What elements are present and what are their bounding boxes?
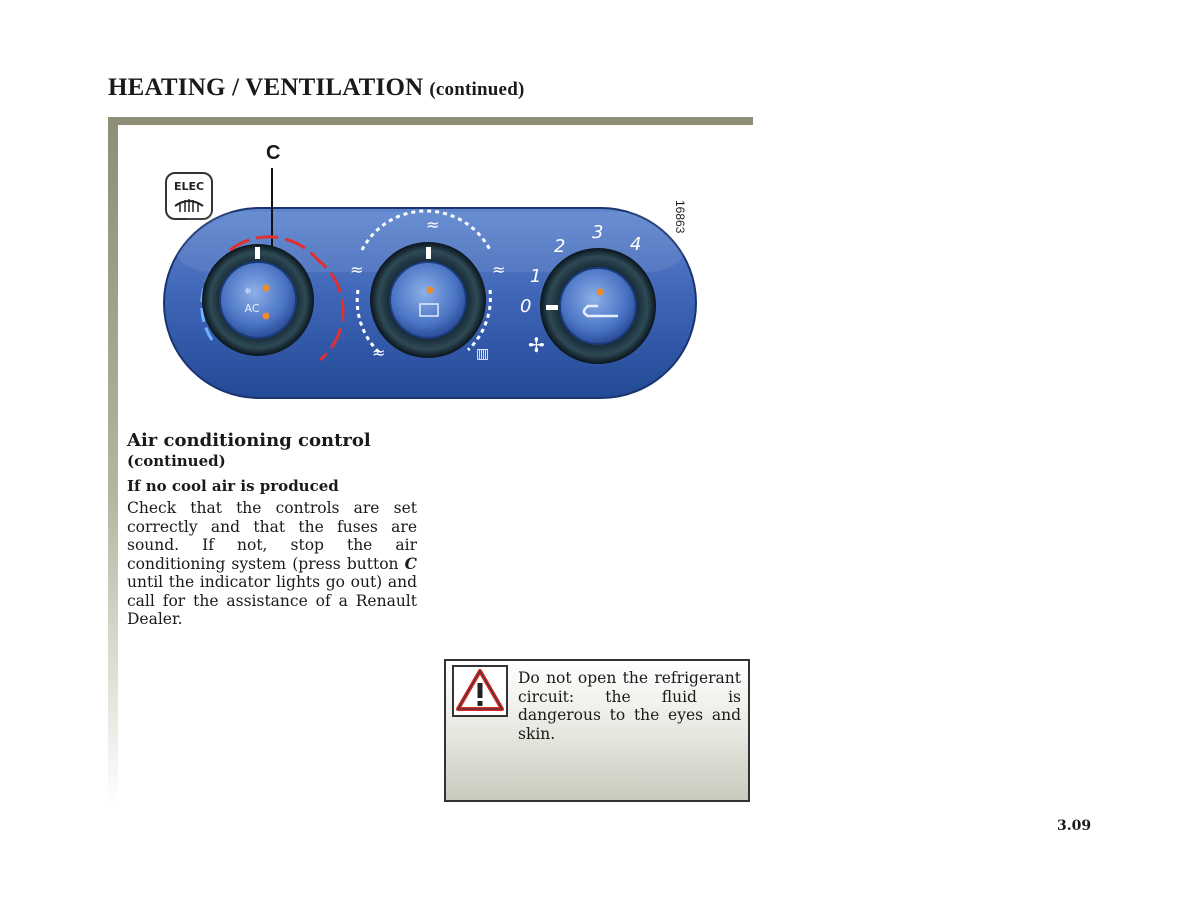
svg-text:▥: ▥	[476, 346, 490, 362]
body-button-reference: C	[404, 553, 417, 573]
section-heading: Air conditioning control	[127, 430, 371, 451]
page-number: 3.09	[1057, 818, 1092, 834]
section-top-bar	[108, 117, 753, 125]
section-side-bar	[108, 117, 118, 807]
warning-triangle-icon	[452, 665, 508, 717]
callout-label-c: C	[266, 142, 281, 164]
page-title-main: HEATING / VENTILATION	[108, 74, 424, 101]
fan-scale-2: 2	[554, 236, 566, 257]
svg-text:≈: ≈	[492, 260, 506, 279]
text-column	[127, 430, 417, 629]
body-text-part2: until the indicator lights go out) and call for the assistance of a Renault Dealer.	[127, 573, 417, 628]
fan-scale-3: 3	[592, 222, 604, 243]
elec-defrost-button	[166, 173, 212, 219]
svg-text:≈: ≈	[426, 215, 440, 234]
subheading: If no cool air is produced	[127, 477, 339, 495]
figure-reference-number: 16863	[673, 200, 687, 234]
body-text-part1: Check that the controls are set correctly and that the fuses are sound. If not, stop the air conditioning system (press button	[127, 499, 417, 573]
fan-scale-1: 1	[530, 266, 542, 287]
warning-box	[444, 659, 750, 802]
ac-label: AC	[244, 302, 260, 315]
section-heading-sub: (continued)	[127, 452, 226, 470]
fan-scale-0: 0	[520, 296, 532, 317]
fan-scale-4: 4	[630, 234, 642, 255]
svg-text:❄: ❄	[244, 287, 252, 297]
page-title	[108, 74, 525, 102]
body-paragraph	[127, 499, 417, 629]
elec-label: ELEC	[173, 180, 205, 193]
page-title-suffix: (continued)	[429, 79, 525, 100]
svg-text:≈: ≈	[350, 260, 364, 279]
svg-text:≈: ≈	[372, 343, 386, 362]
warning-text: Do not open the refrigerant circuit: the fluid is dangerous to the eyes and skin.	[518, 669, 741, 743]
svg-text:✢: ✢	[528, 333, 545, 357]
heating-control-panel-illustration	[150, 140, 720, 410]
